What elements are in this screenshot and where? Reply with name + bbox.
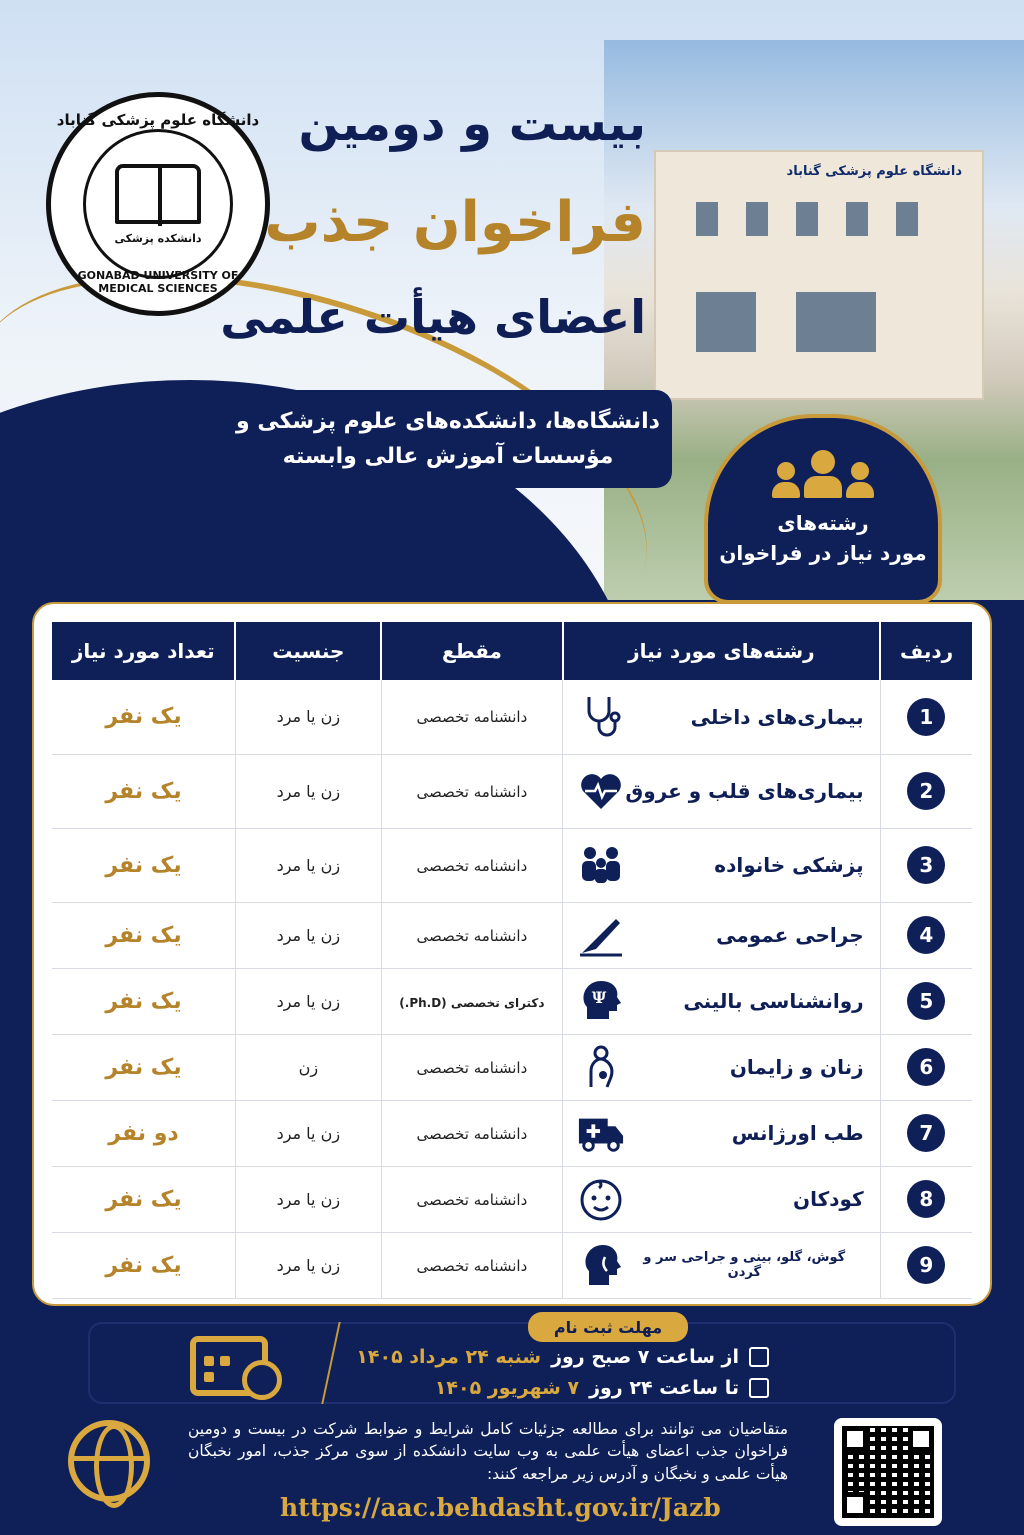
- table-row: [52, 1034, 972, 1100]
- globe-icon: [68, 1420, 150, 1502]
- building-window: [796, 202, 818, 236]
- building-entrance: [796, 292, 876, 352]
- header-degree: مقطع: [381, 622, 563, 680]
- header-row-number: ردیف: [880, 622, 972, 680]
- svg-text:Ψ: Ψ: [591, 988, 607, 1007]
- table-row: [52, 828, 972, 902]
- fields-badge: [704, 414, 942, 604]
- row-number: 7: [907, 1114, 945, 1152]
- table-row: [52, 1166, 972, 1232]
- building-window: [846, 202, 868, 236]
- pregnancy-icon: [577, 1043, 625, 1091]
- building-window: [896, 202, 918, 236]
- badge-line-1: رشته‌های: [777, 511, 869, 535]
- gender: زن یا مرد: [276, 1123, 341, 1143]
- count: یک نفر: [105, 988, 182, 1014]
- university-logo: [46, 92, 270, 316]
- logo-persian-text: دانشگاه علوم پزشکی گناباد: [56, 111, 260, 129]
- field-name: طب اورژانس: [731, 1121, 864, 1145]
- deadline-label: مهلت ثبت نام: [528, 1312, 688, 1342]
- heart-icon: [577, 767, 625, 815]
- header-field: رشته‌های مورد نیاز: [563, 622, 880, 680]
- table-row: [52, 680, 972, 754]
- deadline-to-date: ۷ شهریور ۱۴۰۵: [434, 1377, 580, 1399]
- building-entrance: [696, 292, 756, 352]
- gender: زن یا مرد: [276, 1255, 341, 1275]
- gender: زن یا مرد: [276, 781, 341, 801]
- scalpel-icon: [577, 911, 625, 959]
- count: یک نفر: [105, 778, 182, 804]
- row-number: 3: [907, 846, 945, 884]
- table-header-row: [52, 622, 972, 680]
- calendar-icon: [749, 1378, 769, 1398]
- book-icon: [115, 164, 201, 224]
- qr-code[interactable]: [834, 1418, 942, 1526]
- deadline-to-text: تا ساعت ۲۴ روز: [589, 1377, 739, 1399]
- fields-table: [52, 622, 972, 1299]
- field-name: بیماری‌های داخلی: [690, 704, 864, 729]
- gender: زن یا مرد: [276, 1189, 341, 1209]
- field-name: جراحی عمومی: [716, 923, 864, 947]
- degree: دانشنامه تخصصی: [416, 856, 528, 875]
- university-building: [654, 150, 984, 400]
- gender: زن یا مرد: [276, 991, 341, 1011]
- gender: زن یا مرد: [276, 925, 341, 945]
- degree: دانشنامه تخصصی: [416, 1256, 528, 1275]
- psychology-icon: [577, 977, 625, 1025]
- degree: دانشنامه تخصصی: [416, 1058, 528, 1077]
- deadline-to: [435, 1377, 769, 1399]
- title-line-3: اعضای هیأت علمی: [220, 290, 646, 344]
- gender: زن یا مرد: [276, 707, 341, 727]
- count: دو نفر: [108, 1120, 179, 1146]
- count: یک نفر: [105, 1054, 182, 1080]
- count: یک نفر: [105, 922, 182, 948]
- row-number: 9: [907, 1246, 945, 1284]
- field-name: کودکان: [793, 1187, 864, 1211]
- subtitle-line-1: دانشگاه‌ها، دانشکده‌های علوم پزشکی و: [236, 408, 660, 434]
- title-line-1: بیست و دومین: [298, 96, 646, 152]
- count: یک نفر: [105, 704, 182, 730]
- header-gender: جنسیت: [235, 622, 381, 680]
- deadline-from-text: از ساعت ۷ صبح روز: [551, 1346, 739, 1368]
- count: یک نفر: [105, 1252, 182, 1278]
- header-count: تعداد مورد نیاز: [52, 622, 235, 680]
- logo-sub-text: دانشکده پزشکی: [114, 231, 202, 245]
- row-number: 5: [907, 982, 945, 1020]
- footer-text: متقاضیان می توانند برای مطالعه جزئیات کامل شرایط و ضوابط شرکت در بیست و دومین فراخوان جذب اعضای هیأت علمی به وب سایت دانشکده از سوی مرکز جذب، امور نخبگان هیأت علمی و نخبگان و آدرس زیر مراجعه کنند:: [188, 1420, 788, 1483]
- degree: دانشنامه تخصصی: [416, 1124, 528, 1143]
- row-number: 4: [907, 916, 945, 954]
- table-row: [52, 902, 972, 968]
- degree: دانشنامه تخصصی: [416, 926, 528, 945]
- deadline-from: [356, 1346, 769, 1368]
- calendar-clock-icon: [190, 1328, 282, 1398]
- family-icon: [577, 841, 625, 889]
- website-link[interactable]: https://aac.behdasht.gov.ir/Jazb: [280, 1493, 721, 1522]
- subtitle-line-2: مؤسسات آموزش عالی وابسته: [282, 444, 614, 469]
- count: یک نفر: [105, 1186, 182, 1212]
- field-name: بیماری‌های قلب و عروق: [625, 779, 864, 803]
- logo-emblem: [83, 129, 233, 279]
- row-number: 2: [907, 772, 945, 810]
- table-row: [52, 968, 972, 1034]
- people-icon: [772, 450, 874, 498]
- logo-english-text: GONABAD UNIVERSITY OF MEDICAL SCIENCES: [77, 269, 239, 295]
- title-line-2: فراخوان جذب: [264, 190, 646, 255]
- field-name: گوش، گلو، بینی و جراحی سر و گردن: [643, 1250, 846, 1280]
- degree: دکترای تخصصی (Ph.D.): [399, 995, 545, 1010]
- building-sign: دانشگاه علوم پزشکی گناباد: [786, 164, 962, 179]
- gender: زن یا مرد: [276, 855, 341, 875]
- building-window: [696, 202, 718, 236]
- subtitle-box: [224, 390, 672, 488]
- degree: دانشنامه تخصصی: [416, 708, 528, 727]
- table-row: [52, 754, 972, 828]
- building-window: [746, 202, 768, 236]
- count: یک نفر: [105, 852, 182, 878]
- field-name: روانشناسی بالینی: [683, 989, 864, 1013]
- stethoscope-icon: [577, 693, 625, 741]
- degree: دانشنامه تخصصی: [416, 782, 528, 801]
- baby-face-icon: [577, 1175, 625, 1223]
- gender: زن: [298, 1057, 319, 1077]
- ent-head-icon: [577, 1241, 625, 1289]
- field-name: زنان و زایمان: [729, 1055, 864, 1079]
- fields-table-card: [32, 602, 992, 1306]
- badge-line-2: مورد نیاز در فراخوان: [719, 541, 927, 565]
- row-number: 1: [907, 698, 945, 736]
- degree: دانشنامه تخصصی: [416, 1190, 528, 1209]
- row-number: 6: [907, 1048, 945, 1086]
- calendar-icon: [749, 1347, 769, 1367]
- ambulance-icon: [577, 1109, 625, 1157]
- row-number: 8: [907, 1180, 945, 1218]
- field-name: پزشکی خانواده: [714, 853, 864, 877]
- deadline-from-date: شنبه ۲۴ مرداد ۱۴۰۵: [356, 1346, 542, 1368]
- table-row: [52, 1100, 972, 1166]
- table-row: [52, 1232, 972, 1298]
